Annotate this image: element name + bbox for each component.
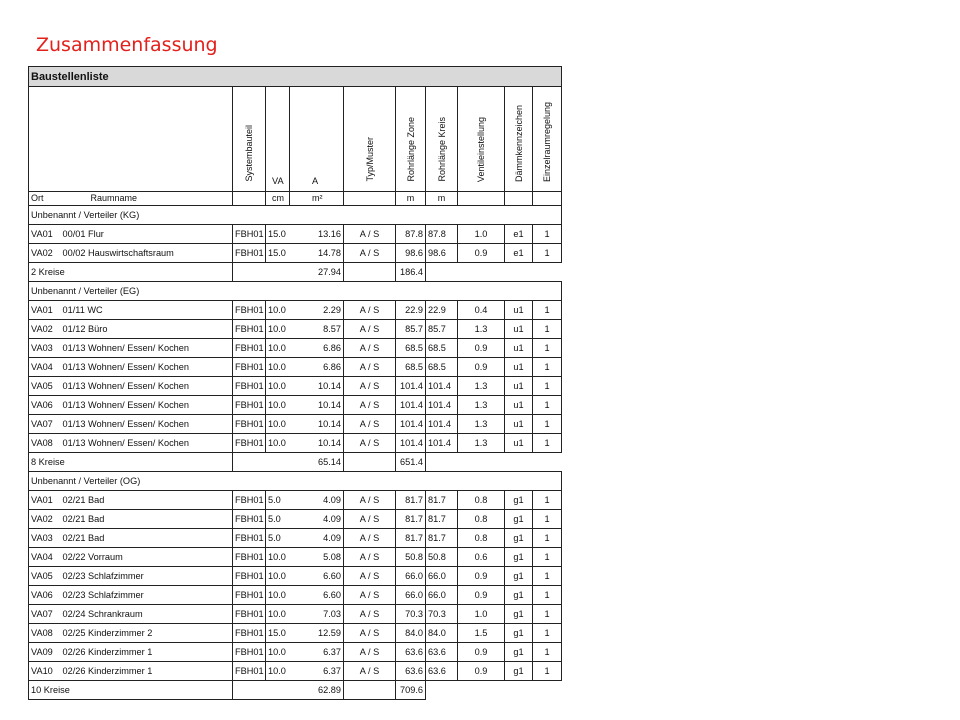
unit-va: cm [266,192,290,206]
table-row [29,567,562,586]
cell-a: 10.14 [290,415,344,434]
cell-a: 4.09 [290,491,344,510]
cell-daemmkennzeichen: e1 [505,244,533,263]
cell-typ-muster: A / S [344,548,396,567]
table-row [29,415,562,434]
summary-row [29,681,562,700]
table-row [29,510,562,529]
cell-einzelraumregelung: 1 [533,377,562,396]
table-row [29,434,562,453]
summary-blank [426,681,562,700]
table-row [29,624,562,643]
cell-rohrlaenge-zone: 68.5 [396,358,426,377]
summary-zone: 651.4 [396,453,426,472]
cell-rohrlaenge-kreis: 22.9 [426,301,458,320]
cell-a: 7.03 [290,605,344,624]
table-row [29,491,562,510]
table-row [29,301,562,320]
cell-systembauteil: FBH01 [233,643,266,662]
cell-rohrlaenge-zone: 84.0 [396,624,426,643]
group-header-row [29,282,562,301]
summary-row [29,263,562,282]
cell-rohrlaenge-kreis: 101.4 [426,415,458,434]
cell-ventileinstellung: 0.9 [458,643,505,662]
cell-ventileinstellung: 0.9 [458,244,505,263]
cell-daemmkennzeichen: u1 [505,434,533,453]
table-row [29,244,562,263]
cell-ort: VA05 [29,377,61,396]
cell-va: 10.0 [266,605,290,624]
cell-ventileinstellung: 1.0 [458,225,505,244]
cell-raumname: 02/22 Vorraum [61,548,233,567]
cell-daemmkennzeichen: g1 [505,510,533,529]
cell-raumname: 02/26 Kinderzimmer 1 [61,643,233,662]
cell-einzelraumregelung: 1 [533,396,562,415]
group-name: Unbenannt / Verteiler (EG) [29,282,562,301]
cell-daemmkennzeichen: u1 [505,396,533,415]
cell-raumname: 02/21 Bad [61,510,233,529]
cell-rohrlaenge-kreis: 68.5 [426,339,458,358]
cell-va: 5.0 [266,491,290,510]
cell-ort: VA06 [29,586,61,605]
cell-va: 10.0 [266,548,290,567]
cell-a: 5.08 [290,548,344,567]
cell-ort: VA07 [29,605,61,624]
cell-rohrlaenge-zone: 63.6 [396,643,426,662]
cell-rohrlaenge-zone: 70.3 [396,605,426,624]
cell-raumname: 00/01 Flur [61,225,233,244]
cell-va: 10.0 [266,434,290,453]
summary-blank [426,453,562,472]
unit-blank [233,192,266,206]
cell-a: 6.37 [290,662,344,681]
table-row [29,339,562,358]
cell-systembauteil: FBH01 [233,358,266,377]
cell-rohrlaenge-kreis: 68.5 [426,358,458,377]
cell-systembauteil: FBH01 [233,586,266,605]
cell-ventileinstellung: 0.6 [458,548,505,567]
cell-einzelraumregelung: 1 [533,510,562,529]
cell-va: 10.0 [266,301,290,320]
cell-ort: VA08 [29,624,61,643]
cell-a: 10.14 [290,396,344,415]
cell-ventileinstellung: 1.3 [458,415,505,434]
cell-ort: VA05 [29,567,61,586]
cell-systembauteil: FBH01 [233,605,266,624]
cell-typ-muster: A / S [344,662,396,681]
cell-rohrlaenge-kreis: 87.8 [426,225,458,244]
header-rohrlaenge-zone: Rohrlänge Zone [396,87,426,192]
cell-ort: VA06 [29,396,61,415]
cell-a: 10.14 [290,434,344,453]
table-row [29,320,562,339]
cell-va: 5.0 [266,510,290,529]
cell-rohrlaenge-zone: 63.6 [396,662,426,681]
cell-systembauteil: FBH01 [233,662,266,681]
cell-rohrlaenge-kreis: 66.0 [426,586,458,605]
table-row [29,548,562,567]
cell-daemmkennzeichen: g1 [505,491,533,510]
cell-systembauteil: FBH01 [233,225,266,244]
cell-typ-muster: A / S [344,225,396,244]
cell-va: 10.0 [266,396,290,415]
cell-rohrlaenge-kreis: 70.3 [426,605,458,624]
cell-va: 10.0 [266,339,290,358]
cell-va: 10.0 [266,377,290,396]
cell-typ-muster: A / S [344,244,396,263]
cell-einzelraumregelung: 1 [533,643,562,662]
cell-systembauteil: FBH01 [233,491,266,510]
table-row [29,396,562,415]
cell-typ-muster: A / S [344,643,396,662]
cell-einzelraumregelung: 1 [533,529,562,548]
unit-blank [533,192,562,206]
cell-a: 6.37 [290,643,344,662]
cell-a: 2.29 [290,301,344,320]
cell-rohrlaenge-kreis: 66.0 [426,567,458,586]
header-systembauteil: Systembauteil [233,87,266,192]
table-row [29,358,562,377]
baustellenliste-table [28,66,562,700]
cell-daemmkennzeichen: g1 [505,586,533,605]
cell-rohrlaenge-zone: 101.4 [396,434,426,453]
header-row [29,87,562,192]
table-row [29,605,562,624]
cell-daemmkennzeichen: g1 [505,548,533,567]
cell-a: 13.16 [290,225,344,244]
cell-a: 12.59 [290,624,344,643]
group-name: Unbenannt / Verteiler (OG) [29,472,562,491]
cell-ventileinstellung: 1.0 [458,605,505,624]
cell-systembauteil: FBH01 [233,377,266,396]
cell-ort: VA03 [29,339,61,358]
cell-systembauteil: FBH01 [233,510,266,529]
cell-systembauteil: FBH01 [233,624,266,643]
cell-a: 4.09 [290,510,344,529]
cell-ventileinstellung: 1.5 [458,624,505,643]
cell-einzelraumregelung: 1 [533,358,562,377]
cell-va: 15.0 [266,244,290,263]
cell-raumname: 02/21 Bad [61,491,233,510]
cell-einzelraumregelung: 1 [533,320,562,339]
cell-ventileinstellung: 0.9 [458,567,505,586]
summary-area: 62.89 [233,681,344,700]
cell-einzelraumregelung: 1 [533,586,562,605]
cell-va: 5.0 [266,529,290,548]
unit-zone: m [396,192,426,206]
header-raumname: Raumname [61,192,233,206]
cell-a: 6.60 [290,567,344,586]
cell-raumname: 02/23 Schlafzimmer [61,567,233,586]
cell-typ-muster: A / S [344,415,396,434]
cell-a: 6.86 [290,339,344,358]
cell-typ-muster: A / S [344,491,396,510]
summary-zone: 186.4 [396,263,426,282]
cell-typ-muster: A / S [344,510,396,529]
cell-ventileinstellung: 0.9 [458,662,505,681]
cell-rohrlaenge-zone: 85.7 [396,320,426,339]
summary-blank [426,263,562,282]
cell-typ-muster: A / S [344,586,396,605]
cell-rohrlaenge-zone: 66.0 [396,567,426,586]
cell-va: 10.0 [266,662,290,681]
cell-ventileinstellung: 1.3 [458,377,505,396]
cell-einzelraumregelung: 1 [533,567,562,586]
cell-daemmkennzeichen: g1 [505,662,533,681]
group-header-row [29,206,562,225]
table-row [29,586,562,605]
units-row [29,192,562,206]
table-title: Baustellenliste [29,67,562,87]
cell-ort: VA04 [29,358,61,377]
header-va: VA [266,87,290,192]
cell-rohrlaenge-zone: 87.8 [396,225,426,244]
cell-daemmkennzeichen: u1 [505,301,533,320]
cell-einzelraumregelung: 1 [533,301,562,320]
cell-typ-muster: A / S [344,529,396,548]
cell-ort: VA01 [29,225,61,244]
cell-rohrlaenge-zone: 98.6 [396,244,426,263]
cell-rohrlaenge-zone: 68.5 [396,339,426,358]
cell-einzelraumregelung: 1 [533,662,562,681]
header-ort: Ort [29,192,61,206]
header-einzelraumregelung: Einzelraumregelung [533,87,562,192]
cell-ort: VA01 [29,301,61,320]
cell-daemmkennzeichen: g1 [505,529,533,548]
cell-typ-muster: A / S [344,301,396,320]
cell-rohrlaenge-zone: 81.7 [396,491,426,510]
header-ventileinstellung: Ventileinstellung [458,87,505,192]
cell-daemmkennzeichen: g1 [505,605,533,624]
cell-va: 15.0 [266,624,290,643]
cell-daemmkennzeichen: e1 [505,225,533,244]
group-header-row [29,472,562,491]
cell-typ-muster: A / S [344,567,396,586]
cell-systembauteil: FBH01 [233,415,266,434]
cell-va: 10.0 [266,643,290,662]
cell-ort: VA02 [29,320,61,339]
cell-rohrlaenge-kreis: 101.4 [426,434,458,453]
cell-ventileinstellung: 0.9 [458,358,505,377]
cell-ventileinstellung: 1.3 [458,396,505,415]
cell-ort: VA01 [29,491,61,510]
cell-ort: VA09 [29,643,61,662]
summary-label: 2 Kreise [29,263,233,282]
cell-rohrlaenge-zone: 101.4 [396,396,426,415]
cell-raumname: 02/21 Bad [61,529,233,548]
cell-raumname: 02/23 Schlafzimmer [61,586,233,605]
cell-rohrlaenge-kreis: 98.6 [426,244,458,263]
cell-einzelraumregelung: 1 [533,244,562,263]
cell-typ-muster: A / S [344,358,396,377]
cell-systembauteil: FBH01 [233,529,266,548]
cell-raumname: 00/02 Hauswirtschaftsraum [61,244,233,263]
cell-a: 8.57 [290,320,344,339]
cell-systembauteil: FBH01 [233,244,266,263]
cell-a: 14.78 [290,244,344,263]
unit-blank [458,192,505,206]
cell-rohrlaenge-kreis: 85.7 [426,320,458,339]
cell-raumname: 02/26 Kinderzimmer 1 [61,662,233,681]
header-a: A [290,87,344,192]
cell-va: 10.0 [266,358,290,377]
cell-ventileinstellung: 0.9 [458,586,505,605]
cell-ventileinstellung: 1.3 [458,320,505,339]
unit-blank [505,192,533,206]
cell-einzelraumregelung: 1 [533,624,562,643]
cell-rohrlaenge-kreis: 101.4 [426,377,458,396]
cell-rohrlaenge-zone: 81.7 [396,529,426,548]
cell-typ-muster: A / S [344,396,396,415]
header-daemmkennzeichen: Dämmkennzeichen [505,87,533,192]
table-row [29,377,562,396]
cell-einzelraumregelung: 1 [533,548,562,567]
cell-va: 15.0 [266,225,290,244]
cell-a: 6.86 [290,358,344,377]
summary-area: 27.94 [233,263,344,282]
cell-daemmkennzeichen: g1 [505,624,533,643]
table-row [29,529,562,548]
header-rohrlaenge-kreis: Rohrlänge Kreis [426,87,458,192]
cell-raumname: 01/13 Wohnen/ Essen/ Kochen [61,358,233,377]
cell-va: 10.0 [266,586,290,605]
unit-blank [344,192,396,206]
page-title: Zusammenfassung [36,34,218,56]
cell-raumname: 01/13 Wohnen/ Essen/ Kochen [61,415,233,434]
cell-systembauteil: FBH01 [233,434,266,453]
cell-einzelraumregelung: 1 [533,339,562,358]
cell-typ-muster: A / S [344,605,396,624]
unit-a: m² [290,192,344,206]
cell-systembauteil: FBH01 [233,320,266,339]
cell-ventileinstellung: 0.4 [458,301,505,320]
cell-daemmkennzeichen: u1 [505,415,533,434]
cell-ort: VA08 [29,434,61,453]
cell-raumname: 01/13 Wohnen/ Essen/ Kochen [61,434,233,453]
cell-rohrlaenge-kreis: 84.0 [426,624,458,643]
cell-rohrlaenge-zone: 101.4 [396,415,426,434]
header-blank [29,87,233,192]
cell-daemmkennzeichen: u1 [505,339,533,358]
cell-rohrlaenge-kreis: 81.7 [426,491,458,510]
cell-raumname: 02/25 Kinderzimmer 2 [61,624,233,643]
cell-daemmkennzeichen: g1 [505,567,533,586]
cell-ventileinstellung: 0.8 [458,491,505,510]
summary-blank [344,263,396,282]
cell-typ-muster: A / S [344,339,396,358]
summary-area: 65.14 [233,453,344,472]
cell-ort: VA02 [29,510,61,529]
cell-systembauteil: FBH01 [233,339,266,358]
cell-einzelraumregelung: 1 [533,225,562,244]
cell-daemmkennzeichen: u1 [505,377,533,396]
cell-typ-muster: A / S [344,434,396,453]
cell-typ-muster: A / S [344,377,396,396]
cell-ort: VA03 [29,529,61,548]
summary-zone: 709.6 [396,681,426,700]
cell-daemmkennzeichen: g1 [505,643,533,662]
cell-einzelraumregelung: 1 [533,491,562,510]
cell-daemmkennzeichen: u1 [505,320,533,339]
cell-systembauteil: FBH01 [233,567,266,586]
cell-a: 4.09 [290,529,344,548]
summary-blank [344,453,396,472]
table-row [29,662,562,681]
cell-rohrlaenge-kreis: 81.7 [426,529,458,548]
unit-kreis: m [426,192,458,206]
cell-ort: VA04 [29,548,61,567]
group-name: Unbenannt / Verteiler (KG) [29,206,562,225]
cell-systembauteil: FBH01 [233,396,266,415]
table-row [29,225,562,244]
cell-ort: VA07 [29,415,61,434]
cell-systembauteil: FBH01 [233,301,266,320]
cell-rohrlaenge-kreis: 50.8 [426,548,458,567]
cell-raumname: 01/13 Wohnen/ Essen/ Kochen [61,377,233,396]
cell-ventileinstellung: 1.3 [458,434,505,453]
cell-rohrlaenge-zone: 22.9 [396,301,426,320]
cell-rohrlaenge-kreis: 101.4 [426,396,458,415]
cell-raumname: 01/12 Büro [61,320,233,339]
cell-rohrlaenge-zone: 101.4 [396,377,426,396]
cell-a: 6.60 [290,586,344,605]
summary-label: 10 Kreise [29,681,233,700]
table-row [29,643,562,662]
cell-rohrlaenge-kreis: 63.6 [426,643,458,662]
header-typ-muster: Typ/Muster [344,87,396,192]
cell-va: 10.0 [266,567,290,586]
cell-ort: VA02 [29,244,61,263]
summary-row [29,453,562,472]
cell-rohrlaenge-zone: 50.8 [396,548,426,567]
cell-rohrlaenge-zone: 66.0 [396,586,426,605]
cell-ventileinstellung: 0.8 [458,529,505,548]
cell-va: 10.0 [266,320,290,339]
cell-rohrlaenge-kreis: 63.6 [426,662,458,681]
table-body [29,206,562,700]
summary-label: 8 Kreise [29,453,233,472]
cell-raumname: 01/13 Wohnen/ Essen/ Kochen [61,396,233,415]
cell-ventileinstellung: 0.8 [458,510,505,529]
cell-ort: VA10 [29,662,61,681]
cell-einzelraumregelung: 1 [533,434,562,453]
cell-raumname: 01/13 Wohnen/ Essen/ Kochen [61,339,233,358]
cell-raumname: 01/11 WC [61,301,233,320]
cell-a: 10.14 [290,377,344,396]
cell-va: 10.0 [266,415,290,434]
cell-einzelraumregelung: 1 [533,415,562,434]
cell-daemmkennzeichen: u1 [505,358,533,377]
cell-typ-muster: A / S [344,320,396,339]
cell-typ-muster: A / S [344,624,396,643]
cell-rohrlaenge-zone: 81.7 [396,510,426,529]
summary-blank [344,681,396,700]
cell-ventileinstellung: 0.9 [458,339,505,358]
cell-raumname: 02/24 Schrankraum [61,605,233,624]
cell-einzelraumregelung: 1 [533,605,562,624]
cell-rohrlaenge-kreis: 81.7 [426,510,458,529]
cell-systembauteil: FBH01 [233,548,266,567]
